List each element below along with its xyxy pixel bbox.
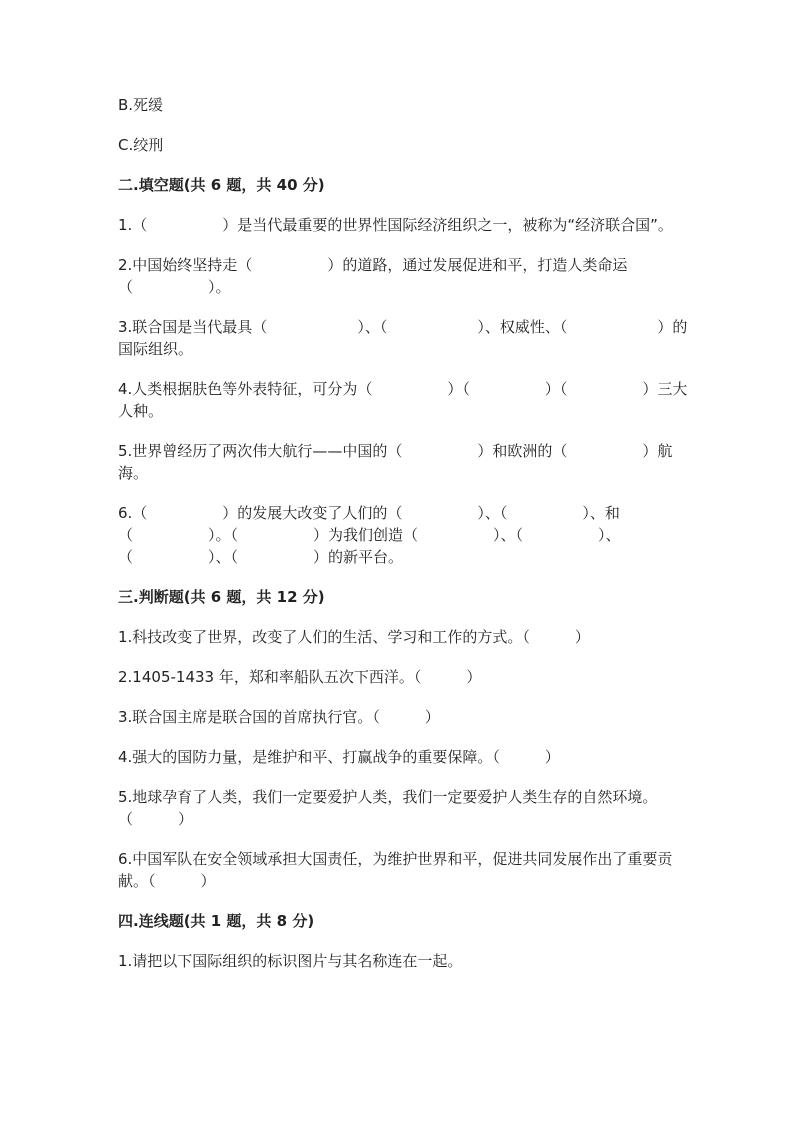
fill-blank-question-1: 1.（ ）是当代最重要的世界性国际经济组织之一，被称为“经济联合国”。 <box>118 216 673 234</box>
true-false-question-2: 2.1405-1433 年，郑和率船队五次下西洋。（ ） <box>118 668 482 686</box>
section-title-true-false: 三.判断题(共 6 题，共 12 分) <box>118 588 325 606</box>
page-content <box>118 94 688 972</box>
fill-blank-question-3: 3.联合国是当代最具（ ）、（ ）、权威性、（ ）的国际组织。 <box>118 318 688 358</box>
section-title-matching: 四.连线题(共 1 题，共 8 分) <box>118 912 315 930</box>
true-false-question-4: 4.强大的国防力量，是维护和平、打赢战争的重要保障。（ ） <box>118 748 560 766</box>
fill-blank-question-6: 6.（ ）的发展大改变了人们的（ ）、（ ）、和（ ）。（ ）为我们创造（ ）、（ ）、（ ）、（ ）的新平台。 <box>118 504 621 566</box>
answer-option-c: C.绞刑 <box>118 136 164 154</box>
true-false-question-3: 3.联合国主席是联合国的首席执行官。（ ） <box>118 708 440 726</box>
section-title-fill-blank: 二.填空题(共 6 题，共 40 分) <box>118 176 325 194</box>
answer-option-b: B.死缓 <box>118 96 164 114</box>
fill-blank-question-5: 5.世界曾经历了两次伟大航行——中国的（ ）和欧洲的（ ）航海。 <box>118 442 673 482</box>
true-false-question-6: 6.中国军队在安全领域承担大国责任，为维护世界和平，促进共同发展作出了重要贡献。（ ） <box>118 850 673 890</box>
true-false-question-1: 1.科技改变了世界，改变了人们的生活、学习和工作的方式。（ ） <box>118 628 590 646</box>
matching-question-1: 1.请把以下国际组织的标识图片与其名称连在一起。 <box>118 952 463 970</box>
true-false-question-5: 5.地球孕育了人类，我们一定要爱护人类，我们一定要爱护人类生存的自然环境。（ ） <box>118 788 658 828</box>
fill-blank-question-2: 2.中国始终坚持走（ ）的道路，通过发展促进和平，打造人类命运（ ）。 <box>118 256 628 296</box>
fill-blank-question-4: 4.人类根据肤色等外表特征，可分为（ ）（ ）（ ）三大人种。 <box>118 380 688 420</box>
